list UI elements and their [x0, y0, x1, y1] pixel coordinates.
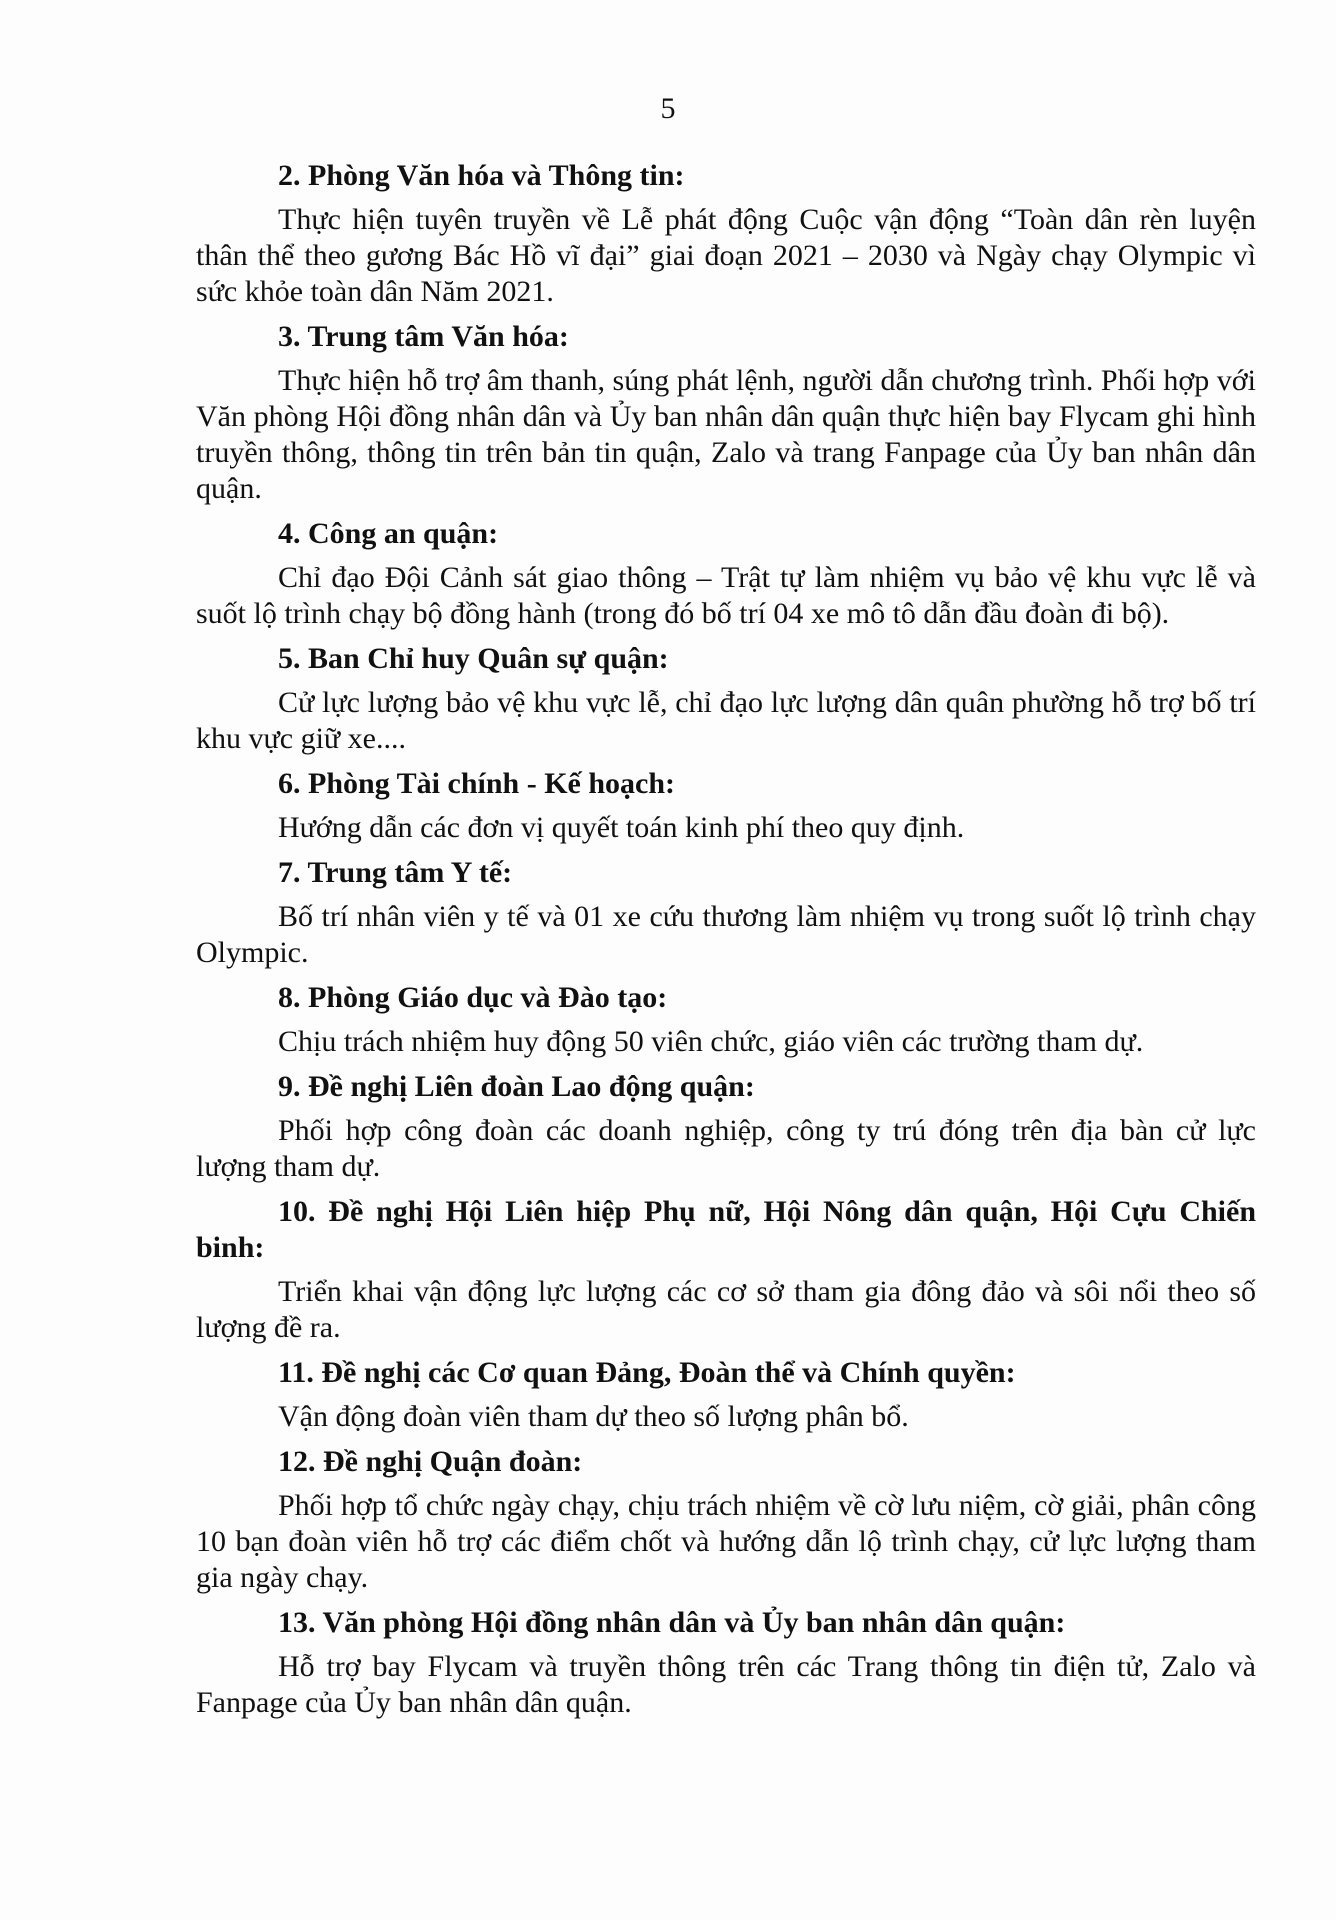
- section-tai-chinh: [196, 766, 1256, 846]
- section-heading: 13. Văn phòng Hội đồng nhân dân và Ủy ban nhân dân quận:: [278, 1606, 1066, 1639]
- section-text: Phối hợp tổ chức ngày chạy, chịu trách nhiệm về cờ lưu niệm, cờ giải, phân công 10 bạn đoàn viên hỗ trợ các điểm chốt và hướng dẫn lộ trình chạy, cử lực lượng tham gia ngày chạy.: [196, 1489, 1256, 1594]
- section-giao-duc: [196, 980, 1256, 1060]
- section-hoi-lien-hiep: [196, 1194, 1256, 1346]
- section-text: Triển khai vận động lực lượng các cơ sở tham gia đông đảo và sôi nổi theo số lượng đề ra.: [196, 1275, 1256, 1344]
- section-text: Chịu trách nhiệm huy động 50 viên chức, giáo viên các trường tham dự.: [278, 1025, 1144, 1058]
- section-heading: 12. Đề nghị Quận đoàn:: [278, 1445, 583, 1478]
- section-heading: 7. Trung tâm Y tế:: [278, 856, 513, 889]
- section-text: Bố trí nhân viên y tế và 01 xe cứu thương làm nhiệm vụ trong suốt lộ trình chạy Olympic.: [196, 900, 1256, 969]
- section-quan-su: [196, 641, 1256, 757]
- section-text: Phối hợp công đoàn các doanh nghiệp, công ty trú đóng trên địa bàn cử lực lượng tham dự.: [196, 1114, 1256, 1183]
- page-number: 5: [660, 92, 676, 125]
- section-co-quan-dang: [196, 1355, 1256, 1435]
- document-body: [196, 158, 1256, 1730]
- section-text: Thực hiện hỗ trợ âm thanh, súng phát lệnh, người dẫn chương trình. Phối hợp với Văn phòng Hội đồng nhân dân và Ủy ban nhân dân quận thực hiện bay Flycam ghi hình truyền thông, thông tin trên bản tin quận, Zalo và trang Fanpage của Ủy ban nhân dân quận.: [196, 364, 1256, 505]
- section-text: Hướng dẫn các đơn vị quyết toán kinh phí theo quy định.: [278, 811, 965, 844]
- section-heading: 4. Công an quận:: [278, 517, 499, 550]
- section-cong-an: [196, 516, 1256, 632]
- section-text: Chỉ đạo Đội Cảnh sát giao thông – Trật tự làm nhiệm vụ bảo vệ khu vực lễ và suốt lộ trình chạy bộ đồng hành (trong đó bố trí 04 xe mô tô dẫn đầu đoàn đi bộ).: [196, 561, 1256, 630]
- section-van-phong-hdnd-ubnd: [196, 1605, 1256, 1721]
- section-trung-tam-van-hoa: [196, 319, 1256, 507]
- section-text: Vận động đoàn viên tham dự theo số lượng phân bổ.: [278, 1400, 909, 1433]
- section-heading: 3. Trung tâm Văn hóa:: [278, 320, 569, 353]
- section-heading: 9. Đề nghị Liên đoàn Lao động quận:: [278, 1070, 755, 1103]
- section-text: Hỗ trợ bay Flycam và truyền thông trên các Trang thông tin điện tử, Zalo và Fanpage của Ủy ban nhân dân quận.: [196, 1650, 1256, 1719]
- section-heading: 11. Đề nghị các Cơ quan Đảng, Đoàn thể và Chính quyền:: [278, 1356, 1016, 1389]
- section-heading: 2. Phòng Văn hóa và Thông tin:: [278, 159, 685, 192]
- section-heading: 8. Phòng Giáo dục và Đào tạo:: [278, 981, 668, 1014]
- section-y-te: [196, 855, 1256, 971]
- section-lien-doan-lao-dong: [196, 1069, 1256, 1185]
- section-heading: 10. Đề nghị Hội Liên hiệp Phụ nữ, Hội Nông dân quận, Hội Cựu Chiến binh:: [196, 1195, 1256, 1264]
- section-text: Thực hiện tuyên truyền về Lễ phát động Cuộc vận động “Toàn dân rèn luyện thân thể theo gương Bác Hồ vĩ đại” giai đoạn 2021 – 2030 và Ngày chạy Olympic vì sức khỏe toàn dân Năm 2021.: [196, 203, 1256, 308]
- section-quan-doan: [196, 1444, 1256, 1596]
- section-text: Cử lực lượng bảo vệ khu vực lễ, chỉ đạo lực lượng dân quân phường hỗ trợ bố trí khu vực giữ xe....: [196, 686, 1256, 755]
- section-heading: 5. Ban Chỉ huy Quân sự quận:: [278, 642, 669, 675]
- section-phong-van-hoa: [196, 158, 1256, 310]
- section-heading: 6. Phòng Tài chính - Kế hoạch:: [278, 767, 676, 800]
